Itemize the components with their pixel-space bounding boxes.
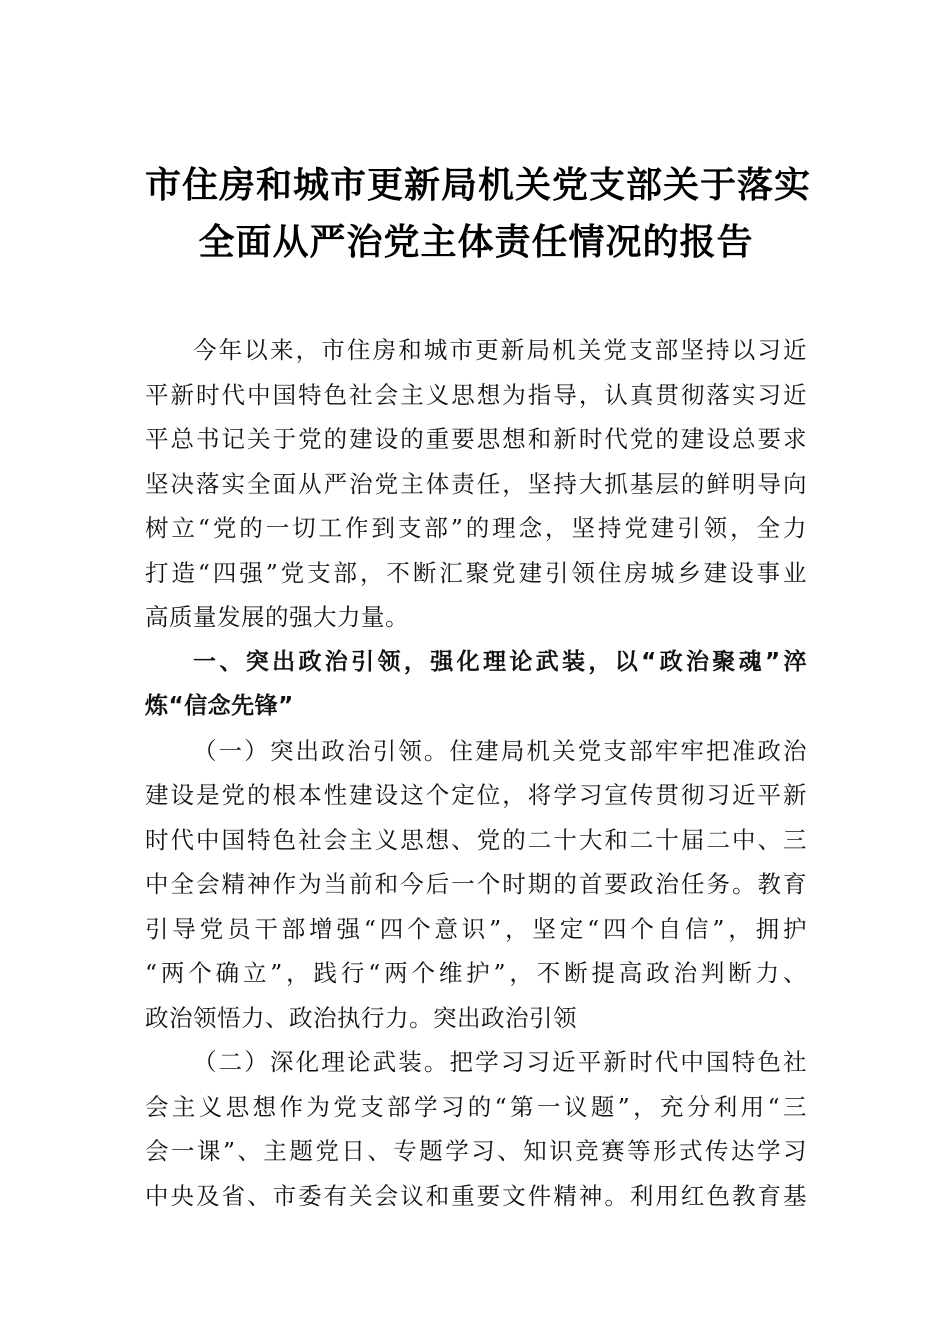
text-line: （二）深化理论武装。把学习习近平新时代中国特色社: [193, 1048, 807, 1076]
paragraph-intro: [145, 328, 807, 640]
document-body: [145, 328, 807, 1218]
text-line: 时代中国特色社会主义思想、党的二十大和二十届二中、三: [145, 825, 807, 854]
text-line: （一）突出政治引领。住建局机关党支部牢牢把准政治: [193, 736, 807, 765]
paragraph-political-leadership: [145, 729, 807, 1041]
section-heading-1: [145, 640, 807, 729]
text-line: 引导党员干部增强“四个意识”，坚定“四个自信”，拥护: [145, 914, 807, 943]
document-title-line-2: 全面从严治党主体责任情况的报告: [198, 221, 754, 263]
text-line: 中全会精神作为当前和今后一个时期的首要政治任务。教育: [145, 870, 807, 898]
text-line: 会一课”、主题党日、专题学习、知识竞赛等形式传达学习: [145, 1137, 807, 1165]
text-line: 中央及省、市委有关会议和重要文件精神。利用红色教育基: [145, 1181, 807, 1210]
heading-line: 一、突出政治引领，强化理论武装，以“政治聚魂”淬: [193, 648, 807, 675]
text-line: 平新时代中国特色社会主义思想为指导，认真贯彻落实习近: [145, 380, 807, 409]
text-line: 树立“党的一切工作到支部”的理念，坚持党建引领，全力: [145, 514, 807, 542]
heading-line: 炼“信念先锋”: [145, 693, 294, 719]
text-line: 平总书记关于党的建设的重要思想和新时代党的建设总要求: [145, 425, 807, 453]
text-line: 今年以来，市住房和城市更新局机关党支部坚持以习近: [193, 336, 807, 364]
text-line: 政治领悟力、政治执行力。突出政治引领: [145, 1003, 577, 1032]
document-page: [145, 0, 812, 1218]
text-line: 高质量发展的强大力量。: [145, 603, 409, 631]
text-line: 会主义思想作为党支部学习的“第一议题”，充分利用“三: [145, 1092, 807, 1121]
document-title-line-1: 市住房和城市更新局机关党支部关于落实: [145, 164, 812, 206]
text-line: “两个确立”，践行“两个维护”，不断提高政治判断力、: [145, 959, 807, 987]
text-line: 建设是党的根本性建设这个定位，将学习宣传贯彻习近平新: [145, 781, 807, 809]
text-line: 打造“四强”党支部，不断汇聚党建引领住房城乡建设事业: [145, 558, 807, 587]
text-line: 坚决落实全面从严治党主体责任，坚持大抓基层的鲜明导向: [145, 469, 807, 498]
paragraph-theory-study: [145, 1040, 807, 1218]
